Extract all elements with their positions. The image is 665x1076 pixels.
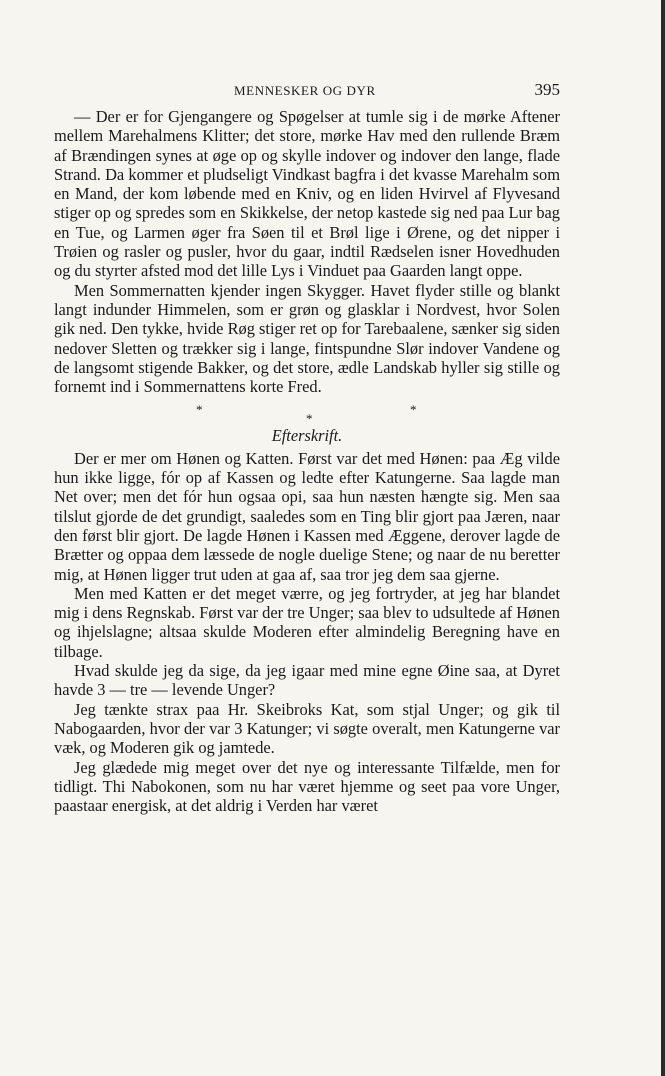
paragraph: Der er mer om Hønen og Katten. Først var det med Hønen: paa Æg vilde hun ikke ligge, fór op af Kassen og ledte efter Katungerne. Saa lagde man Net over; men det fór hun ogsaa opi, saa hun næsten hængte sig. Men saa tilslut gjorde de det grundigt, saaledes som en Ting blir gjort paa Jæren, naar den først blir gjort. De lagde Hønen i Kassen med Æggene, derover lagde de Brætter og oppaa dem læssede de nogle duelige Stene; og naar de nu beretter mig, at Hønen ligger trut uden at gaa af, saa tror jeg dem saa gjerne. (54, 448, 560, 584)
paragraph: Men med Katten er det meget værre, og jeg fortryder, at jeg har blandet mig i dens Regnskab. Først var der tre Unger; saa blev to udsultede af Hønen og ihjelslagne; altsaa skulde Moderen efter almindelig Beregning have en tilbage. (54, 583, 560, 661)
separator-star: * (306, 411, 313, 427)
section-separator (54, 396, 560, 427)
body-text (54, 107, 560, 815)
running-title: MENNESKER OG DYR (234, 83, 376, 98)
paragraph: Jeg glædede mig meget over det nye og interessante Tilfælde, men for tidligt. Thi Nabokonen, som nu har været hjemme og seet paa vore Unger, paastaar energisk, at det aldrig i Verden har været (54, 757, 560, 816)
page-number: 395 (534, 80, 560, 99)
paragraph: Hvad skulde jeg da sige, da jeg igaar med mine egne Øine saa, at Dyret havde 3 — tre — levende Unger? (54, 661, 560, 700)
page-edge (661, 0, 665, 1076)
separator-star: * (410, 402, 417, 418)
separator-star: * (196, 402, 203, 418)
running-header (54, 80, 560, 102)
paragraph: Men Sommernatten kjender ingen Skygger. Havet flyder stille og blankt langt indunder Himmelen, som er grøn og glasklar i Nordvest, hvor Solen gik ned. Den tykke, hvide Røg stiger ret op for Tarebaalene, sænker sig siden nedover Sletten og trækker sig i lange, fintspundne Slør indover Vandene og de langsomt stigende Bakker, og det store, ædle Landskab hyller sig stille og fornemt ind i Sommernattens korte Fred. (54, 280, 560, 397)
section-heading: Efterskrift. (271, 426, 343, 446)
paragraph: — Der er for Gjengangere og Spøgelser at tumle sig i de mørke Aftener mellem Marehalmens Klitter; det store, mørke Hav med den rullende Bræm af Brændingen synes at øge op og skylle indover og indover den lange, flade Strand. Da kommer et pludseligt Vindkast bagfra i det kvasse Marehalm som en Mand, der kom løbende med en Kniv, og en liden Hvirvel af Flyvesand stiger op og spredes som en Skikkelse, der netop kastede sig ned paa Lur bag en Tue, og Larmen øger fra Søen til et Brøl lige i Ørene, og det nipper i Trøien og rasler og pusler, hvor du gaar, indtil Rædselen isner Hovedhuden og du styrter afsted mod det lille Lys i Vinduet paa Gaarden langt oppe. (54, 107, 560, 281)
paragraph: Jeg tænkte strax paa Hr. Skeibroks Kat, som stjal Unger; og gik til Nabogaarden, hvor der var 3 Katunger; vi søgte overalt, men Katungerne var væk, og Moderen gik og jamtede. (54, 699, 560, 758)
